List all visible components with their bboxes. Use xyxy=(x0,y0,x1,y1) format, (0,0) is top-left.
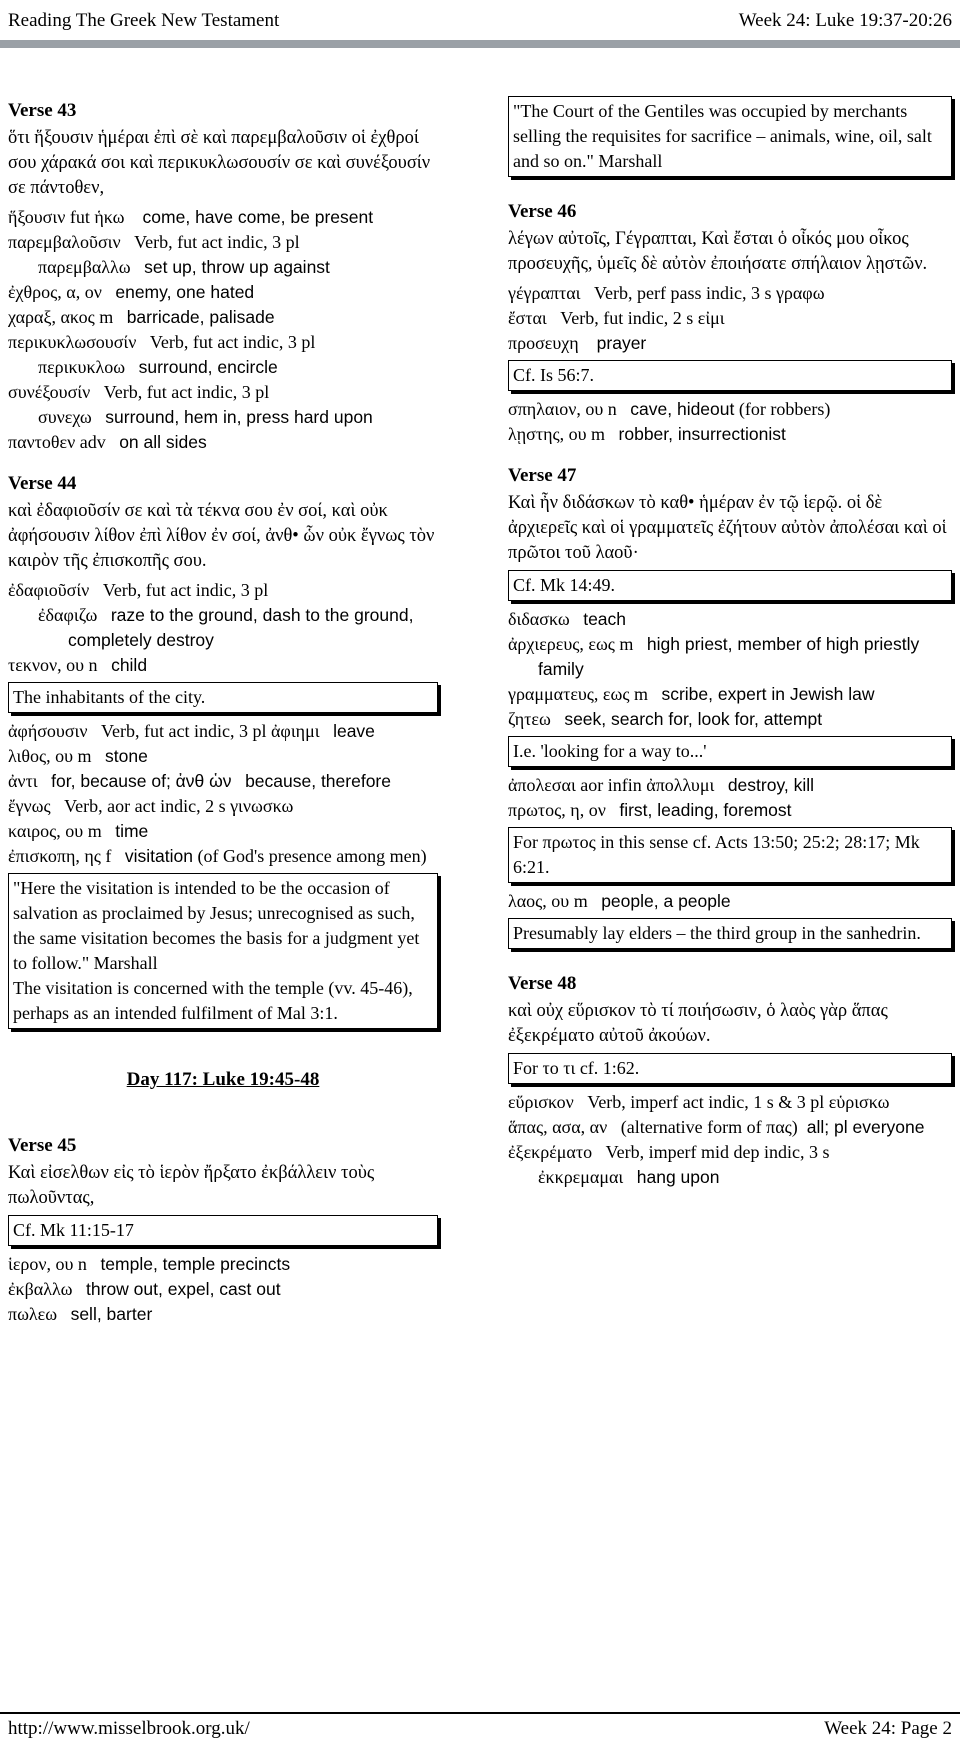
vocab-entry: ἀντι for, because of; ἀνθ ὡν because, therefore xyxy=(8,771,391,791)
verse-heading: Verse 48 xyxy=(508,973,577,994)
vocab-entry: χαραξ, ακος m barricade, palisade xyxy=(8,307,275,327)
greek-text: καὶ οὐχ εὕρισκον τὸ τί ποιήσωσιν, ὁ λαὸς γὰρ ἅπας ἐξεκρέματο αὐτοῦ ἀκούων. xyxy=(508,1001,888,1046)
vocab-entry: περικυκλοω surround, encircle xyxy=(38,357,278,377)
note-box: For πρωτος in this sense cf. Acts 13:50; 25:2; 28:17; Mk 6:21. xyxy=(508,827,952,883)
footer-page-number: Week 24: Page 2 xyxy=(824,1718,952,1739)
vocab-entry: ἀφήσουσιν Verb, fut act indic, 3 pl ἀφιημι leave xyxy=(8,721,375,741)
vocab-entry: τεκνον, ου n child xyxy=(8,655,148,675)
day-heading: Day 117: Luke 19:45-48 xyxy=(126,1069,320,1090)
vocab-entry: ζητεω seek, search for, look for, attempt xyxy=(508,709,823,729)
greek-text: Καὶ ἦν διδάσκων τὸ καθ• ἡμέραν ἐν τῷ ἱερῷ. οἱ δὲ ἀρχιερεῖς καὶ οἱ γραμματεῖς ἐζήτουν αὐτὸν ἀπολέσαι καὶ οἱ πρῶτοι τοῦ λαοῦ· xyxy=(508,493,947,563)
vocab-entry: ἀπολεσαι aor infin ἀπολλυμι destroy, kill xyxy=(508,775,815,795)
greek-text: καὶ ἐδαφιοῦσίν σε καὶ τὰ τέκνα σου ἐν σοί, καὶ οὐκ ἀφήσουσιν λίθον ἐπὶ λίθον ἐν σοί, ἀνθ• ὧν οὐκ ἔγνως τὸν καιρὸν τῆς ἐπισκοπῆς σου. xyxy=(8,501,435,571)
header-rule xyxy=(0,40,960,48)
vocab-entry: ἅπας, ασα, αν (alternative form of πας) all; pl everyone xyxy=(508,1117,925,1137)
note-box: "The Court of the Gentiles was occupied by merchants selling the requisites for sacrifice – animals, wine, oil, salt and so on." Marshall xyxy=(508,96,952,177)
vocab-entry: ἐδαφιοῦσίν Verb, fut act indic, 3 pl xyxy=(8,580,269,600)
vocab-entry: ἔσται Verb, fut indic, 2 s εἰμι xyxy=(508,308,725,328)
vocab-entry: καιρος, ου m time xyxy=(8,821,149,841)
vocab-entry: εὕρισκον Verb, imperf act indic, 1 s & 3 pl εὑρισκω xyxy=(508,1092,890,1112)
vocab-entry: ἐκβαλλω throw out, expel, cast out xyxy=(8,1279,281,1299)
vocab-entry: λαος, ου m people, a people xyxy=(508,891,731,911)
vocab-entry: παρεμβαλλω set up, throw up against xyxy=(38,257,330,277)
note-text: The visitation is concerned with the temple (vv. 45-46), perhaps as an intended fulfilment of Mal 3:1. xyxy=(13,978,413,1023)
vocab-entry: περικυκλωσουσίν Verb, fut act indic, 3 pl xyxy=(8,332,316,352)
note-box xyxy=(8,873,438,1029)
vocab-entry: γραμματευς, εως m scribe, expert in Jewish law xyxy=(508,684,875,704)
vocab-entry: διδασκω teach xyxy=(508,609,627,629)
note-box: Cf. Mk 11:15-17 xyxy=(8,1215,438,1246)
vocab-entry: συνεχω surround, hem in, press hard upon xyxy=(38,407,373,427)
vocab-entry: ἔγνως Verb, aor act indic, 2 s γινωσκω xyxy=(8,796,294,816)
note-box: For το τι cf. 1:62. xyxy=(508,1053,952,1084)
verse-heading: Verse 44 xyxy=(8,473,77,494)
vocab-entry: σπηλαιον, ου n cave, hideout (for robbers) xyxy=(508,399,831,419)
verse-heading: Verse 45 xyxy=(8,1135,77,1156)
vocab-entry: ἥξουσιν fut ἡκω come, have come, be present xyxy=(8,207,374,227)
greek-text: ὅτι ἥξουσιν ἡμέραι ἐπὶ σὲ καὶ παρεμβαλοῦσιν οἱ ἐχθροί σου χάρακά σοι καὶ περικυκλωσουσίν σε καὶ συνέξουσίν σε πάντοθεν, xyxy=(8,128,431,198)
spacer xyxy=(508,955,952,973)
vocab-entry: ἐδαφιζω raze to the ground, dash to the ground, completely destroy xyxy=(38,605,414,650)
vocab-entry: παρεμβαλοῦσιν Verb, fut act indic, 3 pl xyxy=(8,232,300,252)
page-header xyxy=(8,4,952,36)
vocab-entry: πωλεω sell, barter xyxy=(8,1304,153,1324)
footer-url[interactable]: http://www.misselbrook.org.uk/ xyxy=(8,1718,250,1739)
verse-heading: Verse 43 xyxy=(8,100,77,121)
vocab-entry: ἱερον, ου n temple, temple precincts xyxy=(8,1254,291,1274)
vocab-entry: ἐπισκοπη, ης f visitation (of God's presence among men) xyxy=(8,846,427,866)
spacer xyxy=(508,183,952,201)
vocab-entry: συνέξουσίν Verb, fut act indic, 3 pl xyxy=(8,382,270,402)
footer-rule xyxy=(0,1712,960,1714)
greek-text: Καὶ εἰσελθων εἰς τὸ ἱερὸν ἤρξατο ἐκβάλλειν τοὺς πωλοῦντας, xyxy=(8,1163,375,1208)
note-box: The inhabitants of the city. xyxy=(8,682,438,713)
note-box: Cf. Is 56:7. xyxy=(508,360,952,391)
note-box: I.e. 'looking for a way to...' xyxy=(508,736,952,767)
vocab-entry: λῃστης, ου m robber, insurrectionist xyxy=(508,424,786,444)
vocab-entry: ἀρχιερευς, εως m high priest, member of high priestly family xyxy=(508,634,920,679)
spacer xyxy=(508,447,952,465)
vocab-entry: ἐχθρος, α, ον enemy, one hated xyxy=(8,282,255,302)
greek-text: λέγων αὐτοῖς, Γέγραπται, Καὶ ἔσται ὁ οἶκός μου οἶκος προσευχῆς, ὑμεῖς δὲ αὐτὸν ἐποιήσατε σπήλαιον λῃστῶν. xyxy=(508,229,928,274)
vocab-entry: προσευχη prayer xyxy=(508,333,647,353)
vocab-entry: πρωτος, η, ον first, leading, foremost xyxy=(508,800,792,820)
spacer xyxy=(8,455,438,473)
left-column xyxy=(8,100,438,1327)
verse-heading: Verse 46 xyxy=(508,201,577,222)
right-column xyxy=(508,92,952,1190)
vocab-entry: γέγραπται Verb, perf pass indic, 3 s γραφω xyxy=(508,283,825,303)
verse-heading: Verse 47 xyxy=(508,465,577,486)
header-title: Reading The Greek New Testament xyxy=(8,10,280,31)
vocab-entry: λιθος, ου m stone xyxy=(8,746,148,766)
note-quote: "Here the visitation is intended to be the occasion of salvation as proclaimed by Jesus; unrecognised as such, the same visitation becomes the basis for a judgment yet to follow." Marshall xyxy=(13,878,420,973)
header-week: Week 24: Luke 19:37-20:26 xyxy=(738,10,952,31)
note-box: Presumably lay elders – the third group in the sanhedrin. xyxy=(508,918,952,949)
vocab-entry: ἐξεκρέματο Verb, imperf mid dep indic, 3 s ἐκκρεμαμαι hang upon xyxy=(508,1142,830,1187)
vocab-entry: παντοθεν adv on all sides xyxy=(8,432,207,452)
note-box: Cf. Mk 14:49. xyxy=(508,570,952,601)
